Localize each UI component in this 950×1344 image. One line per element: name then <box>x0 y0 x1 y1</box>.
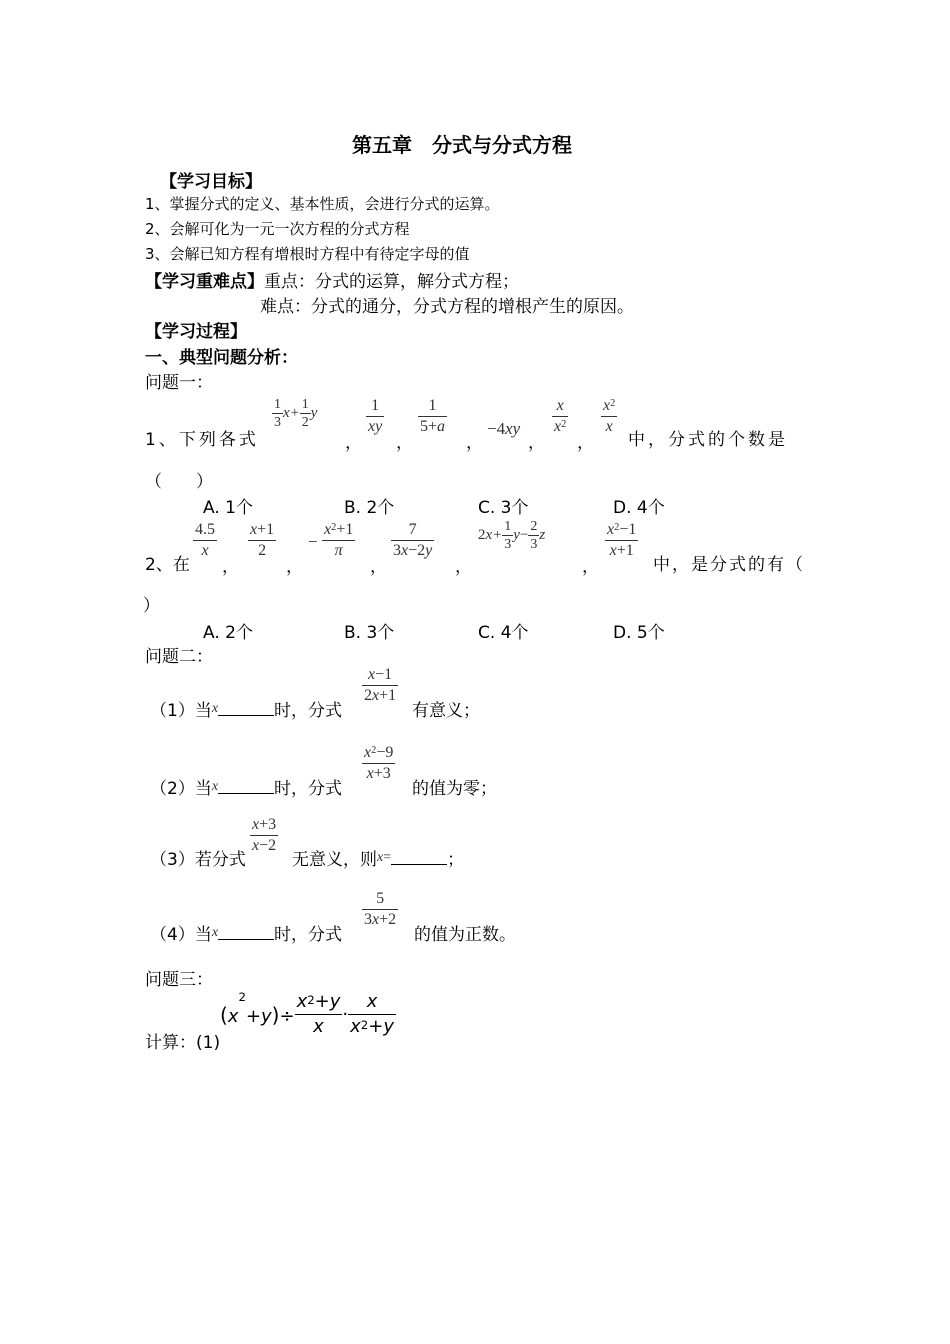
q1-expr-6: $\frac{x^2}{x}$ <box>603 397 616 435</box>
p2-item-2: （2）当$^x$ 时，分式 <box>150 779 343 799</box>
calc-label: 计算：(1) <box>145 1033 221 1053</box>
q2-expr-5: 2x+ $\frac{1}{3}$ y− $\frac{2}{3}$ z <box>478 519 546 552</box>
p2-item-3-rest: 无意义，则$^{x=}$ ； <box>292 850 465 870</box>
p2-item-mid: 时，分式 <box>274 779 343 799</box>
section-heading: 一、典型问题分析： <box>145 348 298 368</box>
p2-item-pre: 若分式 <box>194 850 246 870</box>
q2-expr-4: $\frac{7}{3x-2y}$ <box>393 521 433 559</box>
p2-item-mid: 无意义，则 <box>292 850 377 870</box>
p2-item-no: （1） <box>150 701 195 721</box>
p2-item-post: 的值为零； <box>412 779 497 799</box>
problem1-label: 问题一： <box>145 373 213 393</box>
q2-expr-2: $\frac{x+1}{2}$ <box>250 521 275 559</box>
q2-expr-1: $\frac{4.5}{x}$ <box>195 521 215 559</box>
q1-option-b: B. 2个 <box>344 498 395 518</box>
q1-expr-4: −4xy <box>487 419 521 438</box>
comma: ， <box>396 433 413 453</box>
q2-prefix: 2、在 <box>145 555 190 575</box>
p2-item-no: （4） <box>150 925 195 945</box>
p2-item-no: （2） <box>150 779 195 799</box>
p2-item-post: 的值为正数。 <box>414 925 516 945</box>
problem3-label: 问题三： <box>145 970 213 990</box>
q2-suffix: 中，是分式的有（ <box>653 555 805 575</box>
q1-suffix: 中，分式的个数是 <box>628 430 788 450</box>
comma: ， <box>286 557 303 577</box>
comma: ， <box>577 433 594 453</box>
p2-item-mid: 时，分式 <box>274 701 343 721</box>
page-title: 第五章 分式与分式方程 <box>352 133 572 157</box>
q2-minus: − <box>308 532 318 551</box>
comma: ， <box>345 433 362 453</box>
p2-item-pre: 当 <box>194 925 212 945</box>
calc-expression: $(x^2+y)\div$ $\frac{x^2+y}{x}$ · $\frac{x}{x^2+y}$ <box>220 990 394 1037</box>
p2-item-post: 有意义； <box>412 701 480 721</box>
comma: ， <box>466 433 483 453</box>
q1-option-c: C. 3个 <box>478 498 529 518</box>
p2-frac-1: $\frac{x-1}{2x+1}$ <box>364 666 397 704</box>
q2-paren-close: ） <box>143 596 160 616</box>
keypoints-focus: 重点：分式的运算，解分式方程； <box>264 272 519 292</box>
keypoints-line1 <box>145 267 519 292</box>
q1-expr-5: $\frac{x}{x^2}$ <box>554 397 567 435</box>
objectives-heading: 【学习目标】 <box>160 172 262 192</box>
comma: ， <box>222 557 239 577</box>
q1-paren: （ ） <box>145 472 213 492</box>
answer-blank[interactable] <box>391 848 447 865</box>
q1-expr-1: $\frac{1}{3}$ x+ $\frac{1}{2}$ y <box>274 397 318 430</box>
comma: ， <box>370 557 387 577</box>
answer-blank[interactable] <box>218 923 274 940</box>
q2-expr-6: $\frac{x^2-1}{x+1}$ <box>607 521 637 559</box>
objective-item: 2、会解可化为一元一次方程的分式方程 <box>145 220 410 238</box>
q2-option-d: D. 5个 <box>613 623 665 643</box>
p2-item-no: （3） <box>150 850 195 870</box>
q1-option-a: A. 1个 <box>203 498 253 518</box>
p2-item-1: （1）当$^x$ 时，分式 <box>150 701 343 721</box>
p2-item-pre: 当 <box>194 779 212 799</box>
keypoints-heading: 【学习重难点】 <box>145 272 264 292</box>
objective-item: 3、会解已知方程有增根时方程中有待定字母的值 <box>145 245 470 263</box>
q1-expr-2: $\frac{1}{xy}$ <box>368 397 383 435</box>
q1-option-d: D. 4个 <box>613 498 665 518</box>
p2-item-3-pre <box>150 845 246 870</box>
keypoints-difficulty: 难点：分式的通分，分式方程的增根产生的原因。 <box>260 297 634 317</box>
p2-item-pre: 当 <box>194 701 212 721</box>
comma: ， <box>455 557 472 577</box>
objective-item: 1、掌握分式的定义、基本性质，会进行分式的运算。 <box>145 195 500 213</box>
p2-item-post: ； <box>447 850 465 870</box>
p2-item-4: （4）当$^x$ 时，分式 <box>150 925 343 945</box>
answer-blank[interactable] <box>218 777 274 794</box>
q1-expr-3: $\frac{1}{5+a}$ <box>420 397 446 435</box>
problem2-label: 问题二： <box>145 647 213 667</box>
q1-prefix: 1、下列各式 <box>145 430 259 450</box>
q2-option-b: B. 3个 <box>344 623 395 643</box>
p2-frac-3: $\frac{x+3}{x-2}$ <box>252 816 277 854</box>
q2-expr-3: $\frac{x^2+1}{\pi}$ <box>324 521 354 559</box>
comma: ， <box>528 433 545 453</box>
q2-option-c: C. 4个 <box>478 623 529 643</box>
p2-item-mid: 时，分式 <box>274 925 343 945</box>
p2-frac-4: $\frac{5}{3x+2}$ <box>364 890 397 928</box>
answer-blank[interactable] <box>218 699 274 716</box>
q2-option-a: A. 2个 <box>203 623 253 643</box>
process-heading: 【学习过程】 <box>145 322 247 342</box>
comma: ， <box>582 557 599 577</box>
p2-frac-2: $\frac{x^2-9}{x+3}$ <box>364 744 394 782</box>
